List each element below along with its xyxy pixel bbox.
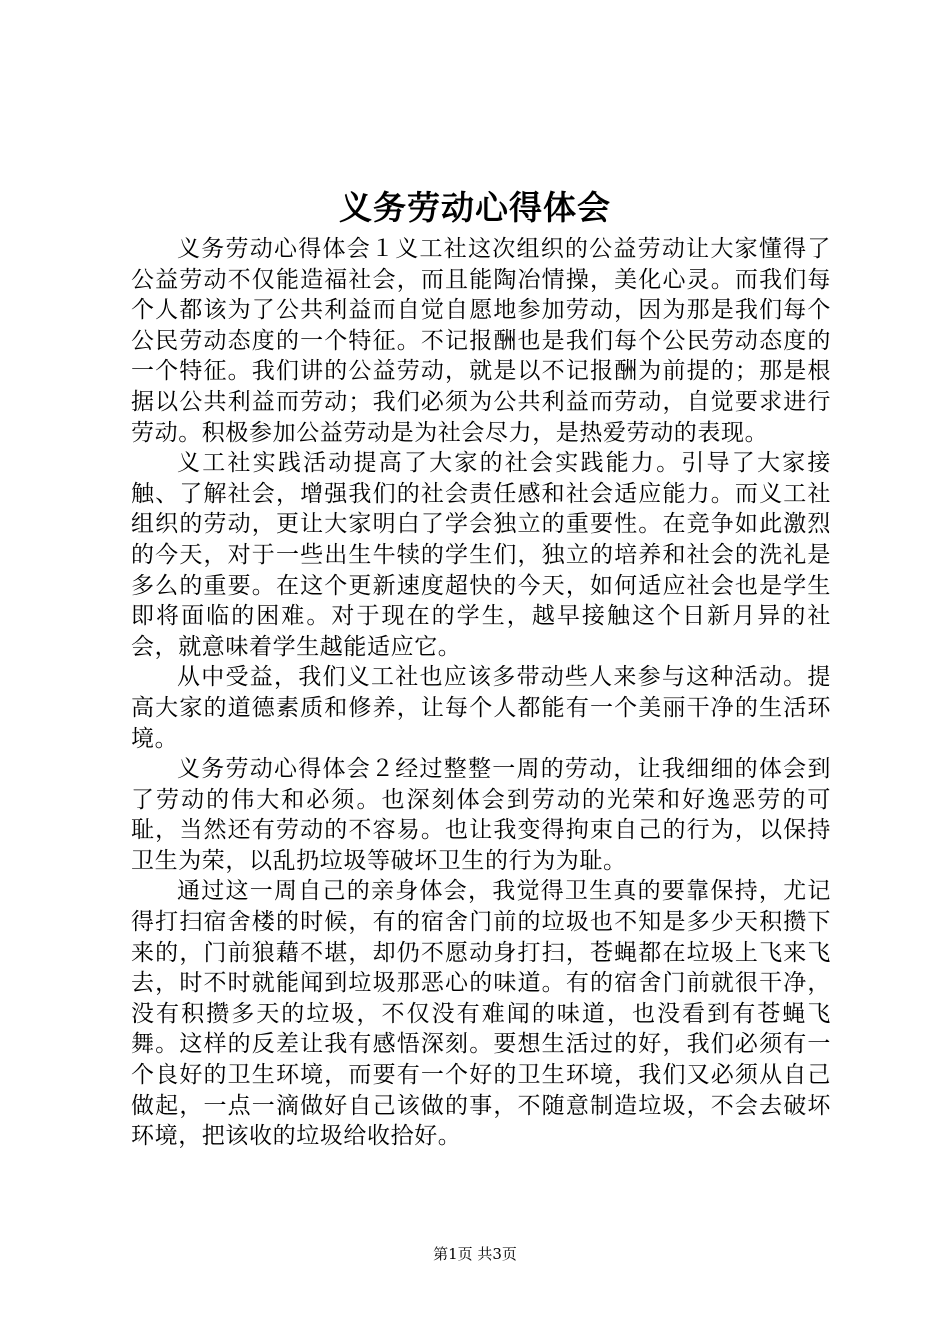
paragraph: 从中受益，我们义工社也应该多带动些人来参与这种活动。提高大家的道德素质和修养，让每个人都能有一个美丽干净的生活环境。: [131, 664, 831, 752]
document-body: [131, 234, 831, 1152]
paragraph: 通过这一周自己的亲身体会，我觉得卫生真的要靠保持，尤记得打扫宿舍楼的时候，有的宿舍门前的垃圾也不知是多少天积攒下来的，门前狼藉不堪，却仍不愿动身打扫，苍蝇都在垃圾上飞来飞去，时不时就能闻到垃圾那恶心的味道。有的宿舍门前就很干净，没有积攒多天的垃圾，不仅没有难闻的味道，也没看到有苍蝇飞舞。这样的反差让我有感悟深刻。要想生活过的好，我们必须有一个良好的卫生环境，而要有一个好的卫生环境，我们又必须从自己做起，一点一滴做好自己该做的事，不随意制造垃圾，不会去破坏环境，把该收的垃圾给收拾好。: [131, 878, 831, 1150]
paragraph: 义务劳动心得体会１义工社这次组织的公益劳动让大家懂得了公益劳动不仅能造福社会，而且能陶冶情操，美化心灵。而我们每个人都该为了公共利益而自觉自愿地参加劳动，因为那是我们每个公民劳动态度的一个特征。不记报酬也是我们每个公民劳动态度的一个特征。我们讲的公益劳动，就是以不记报酬为前提的；那是根据以公共利益而劳动；我们必须为公共利益而劳动，自觉要求进行劳动。积极参加公益劳动是为社会尽力，是热爱劳动的表现。: [131, 236, 831, 446]
paragraph: 义工社实践活动提高了大家的社会实践能力。引导了大家接触、了解社会，增强我们的社会责任感和社会适应能力。而义工社组织的劳动，更让大家明白了学会独立的重要性。在竞争如此激烈的今天，对于一些出生牛犊的学生们，独立的培养和社会的洗礼是多么的重要。在这个更新速度超快的今天，如何适应社会也是学生即将面临的困难。对于现在的学生，越早接触这个日新月异的社会，就意味着学生越能适应它。: [131, 450, 831, 660]
document-title: 义务劳动心得体会: [339, 188, 611, 227]
paragraph: 义务劳动心得体会２经过整整一周的劳动，让我细细的体会到了劳动的伟大和必须。也深刻体会到劳动的光荣和好逸恶劳的可耻，当然还有劳动的不容易。也让我变得拘束自己的行为，以保持卫生为荣，以乱扔垃圾等破坏卫生的行为为耻。: [131, 756, 831, 874]
page-number-footer: 第1页 共3页: [433, 1245, 517, 1263]
